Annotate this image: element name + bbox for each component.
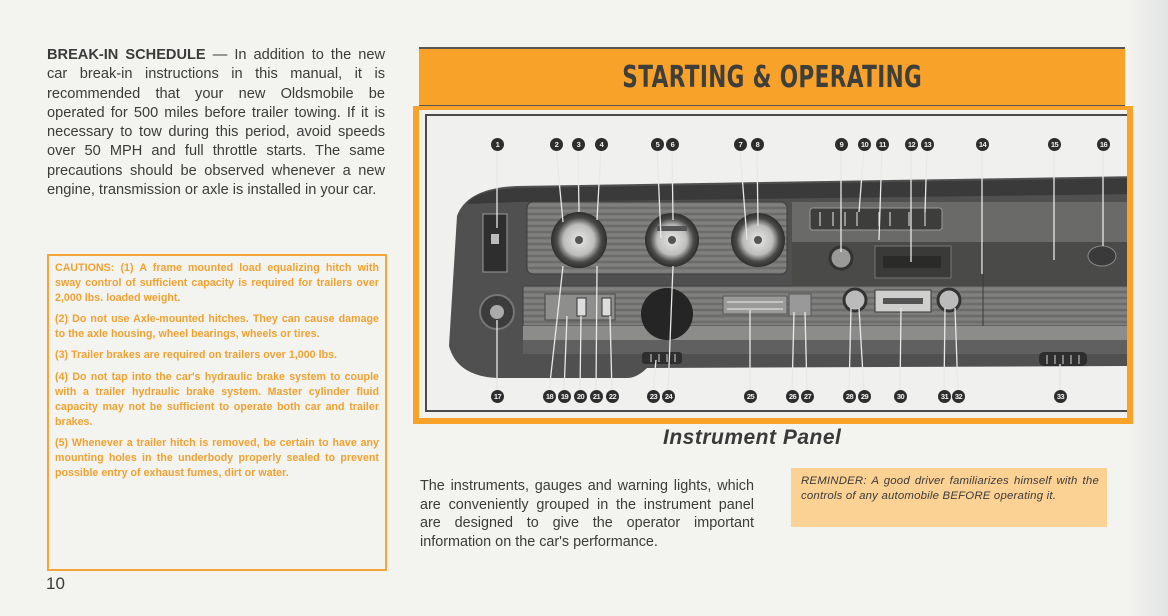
callout-14: 14 [976,138,989,151]
callout-31: 31 [938,390,951,403]
callout-28: 28 [843,390,856,403]
section-title: STARTING & OPERATING [622,59,922,95]
callout-16: 16 [1097,138,1110,151]
callout-2: 2 [550,138,563,151]
caution-4: (4) Do not tap into the car's hydraulic brake system to couple with a trailer hydraulic brake system. Master cylinder fluid capacity may not be sufficient to operate both car and trailer brakes. [55,370,379,428]
callout-33: 33 [1054,390,1067,403]
reminder-box [791,468,1107,527]
callout-15: 15 [1048,138,1061,151]
callout-24: 24 [662,390,675,403]
callout-17: 17 [491,390,504,403]
callout-19: 19 [558,390,571,403]
callout-12: 12 [905,138,918,151]
page-number: 10 [46,574,65,593]
callout-13: 13 [921,138,934,151]
page-edge-shadow [1128,0,1168,616]
callout-9: 9 [835,138,848,151]
section-header-band [419,47,1125,107]
callout-6: 6 [666,138,679,151]
caution-3: (3) Trailer brakes are required on trailers over 1,000 lbs. [55,349,338,362]
callout-18: 18 [543,390,556,403]
callout-25: 25 [744,390,757,403]
instrument-panel-description: The instruments, gauges and warning lights, which are conveniently grouped in the instrument panel are designed to give the operator important information on the car's performance. [420,478,754,550]
callout-8: 8 [751,138,764,151]
callout-23: 23 [647,390,660,403]
callout-3: 3 [572,138,585,151]
instrument-panel-figure [413,106,1133,424]
dashboard-illustration [427,116,1127,412]
callout-11: 11 [876,138,889,151]
caution-5: (5) Whenever a trailer hitch is removed, be certain to have any mounting holes in the underbody properly sealed to prevent possible entry of exhaust fumes, dirt or water. [55,436,379,480]
callout-27: 27 [801,390,814,403]
left-column [47,46,385,200]
break-in-text: — In addition to the new car break-in instructions in this manual, it is recommended that your new Oldsmobile be operated for 500 miles before trailer towing. If it is necessary to tow during this period, avoid speeds over 50 MPH and full throttle starts. The same precautions should be observed whenever a new engine, transmission or axle is installed in your car. [47,47,385,199]
break-in-heading: BREAK-IN SCHEDULE [47,47,206,63]
cautions-box [47,254,387,571]
callout-29: 29 [858,390,871,403]
callout-5: 5 [651,138,664,151]
callout-26: 26 [786,390,799,403]
callout-10: 10 [858,138,871,151]
figure-caption: Instrument Panel [663,426,842,449]
reminder-text: REMINDER: A good driver familiarizes himself with the controls of any automobile BEFORE operating it. [801,475,1099,503]
caution-1: CAUTIONS: (1) A frame mounted load equalizing hitch with sway control of sufficient capacity is required for trailers over 2,000 lbs. loaded weight. [55,262,379,305]
callout-30: 30 [894,390,907,403]
break-in-schedule-paragraph [47,46,385,200]
callout-7: 7 [734,138,747,151]
callout-1: 1 [491,138,504,151]
caution-2: (2) Do not use Axle-mounted hitches. They can cause damage to the axle housing, wheel bearings, wheels or tires. [55,313,379,341]
callout-22: 22 [606,390,619,403]
callout-21: 21 [590,390,603,403]
callout-32: 32 [952,390,965,403]
callout-20: 20 [574,390,587,403]
callout-4: 4 [595,138,608,151]
figure-frame [425,114,1127,412]
